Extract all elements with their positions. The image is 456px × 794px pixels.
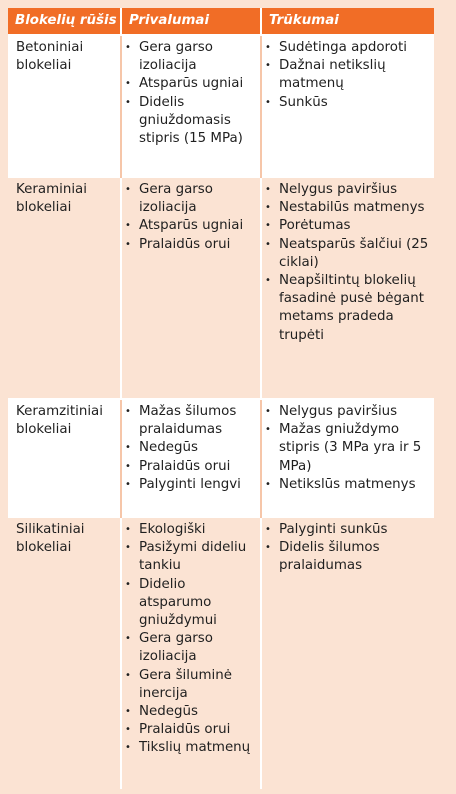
cons-cell [261, 35, 434, 177]
blocks-comparison-frame [8, 8, 434, 780]
cons-list [269, 521, 430, 576]
cons-list [269, 403, 430, 494]
list-item: • Mažas gniuždymo stipris (3 MPa yra ir 5 MPa) [269, 421, 430, 476]
pros-cell [121, 177, 261, 399]
pros-list [129, 521, 256, 758]
list-item: • Nelygus paviršius [269, 403, 430, 421]
list-item: • Netikslūs matmenys [269, 476, 430, 494]
blocks-comparison-table [8, 8, 434, 789]
pros-list [129, 39, 256, 148]
pros-list [129, 403, 256, 494]
list-item: • Gera šiluminė inercija [129, 667, 256, 703]
list-item: • Ekologiški [129, 521, 256, 539]
block-type-cell: Silikatiniai blokeliai [8, 517, 121, 789]
pros-cell [121, 517, 261, 789]
table-row [8, 177, 434, 399]
list-item: • Nelygus paviršius [269, 181, 430, 199]
list-item: • Nestabilūs matmenys [269, 199, 430, 217]
table-row [8, 517, 434, 789]
cons-cell [261, 517, 434, 789]
cons-list [269, 39, 430, 112]
pros-cell [121, 399, 261, 517]
list-item: • Gera garso izoliacija [129, 181, 256, 217]
table-row [8, 35, 434, 177]
table-row [8, 399, 434, 517]
list-item: • Gera garso izoliacija [129, 39, 256, 75]
list-item: • Mažas šilumos pralaidumas [129, 403, 256, 439]
list-item: • Sudėtinga apdoroti [269, 39, 430, 57]
header-pros: Privalumai [121, 8, 261, 35]
table-header-row [8, 8, 434, 35]
cons-cell [261, 399, 434, 517]
list-item: • Neatsparūs šalčiui (25 ciklai) [269, 236, 430, 272]
header-block-type: Blokelių rūšis [8, 8, 121, 35]
list-item: • Didelio atsparumo gniuždymui [129, 576, 256, 631]
block-type-cell: Keraminiai blokeliai [8, 177, 121, 399]
list-item: • Nedegūs [129, 703, 256, 721]
list-item: • Atsparūs ugniai [129, 75, 256, 93]
block-type-cell: Keramzitiniai blokeliai [8, 399, 121, 517]
list-item: • Pralaidūs orui [129, 236, 256, 254]
cons-cell [261, 177, 434, 399]
list-item: • Palyginti sunkūs [269, 521, 430, 539]
list-item: • Pralaidūs orui [129, 721, 256, 739]
cons-list [269, 181, 430, 345]
list-item: • Nedegūs [129, 439, 256, 457]
list-item: • Didelis gniuždomasis stipris (15 MPa) [129, 94, 256, 149]
list-item: • Dažnai netikslių matmenų [269, 57, 430, 93]
block-type-cell: Betoniniai blokeliai [8, 35, 121, 177]
list-item: • Neapšiltintų blokelių fasadinė pusė bėgant metams pradeda trupėti [269, 272, 430, 345]
pros-cell [121, 35, 261, 177]
list-item: • Tikslių matmenų [129, 739, 256, 757]
list-item: • Porėtumas [269, 217, 430, 235]
list-item: • Pralaidūs orui [129, 458, 256, 476]
list-item: • Gera garso izoliacija [129, 630, 256, 666]
list-item: • Atsparūs ugniai [129, 217, 256, 235]
list-item: • Sunkūs [269, 94, 430, 112]
list-item: • Palyginti lengvi [129, 476, 256, 494]
list-item: • Didelis šilumos pralaidumas [269, 539, 430, 575]
header-cons: Trūkumai [261, 8, 434, 35]
pros-list [129, 181, 256, 254]
list-item: • Pasižymi dideliu tankiu [129, 539, 256, 575]
